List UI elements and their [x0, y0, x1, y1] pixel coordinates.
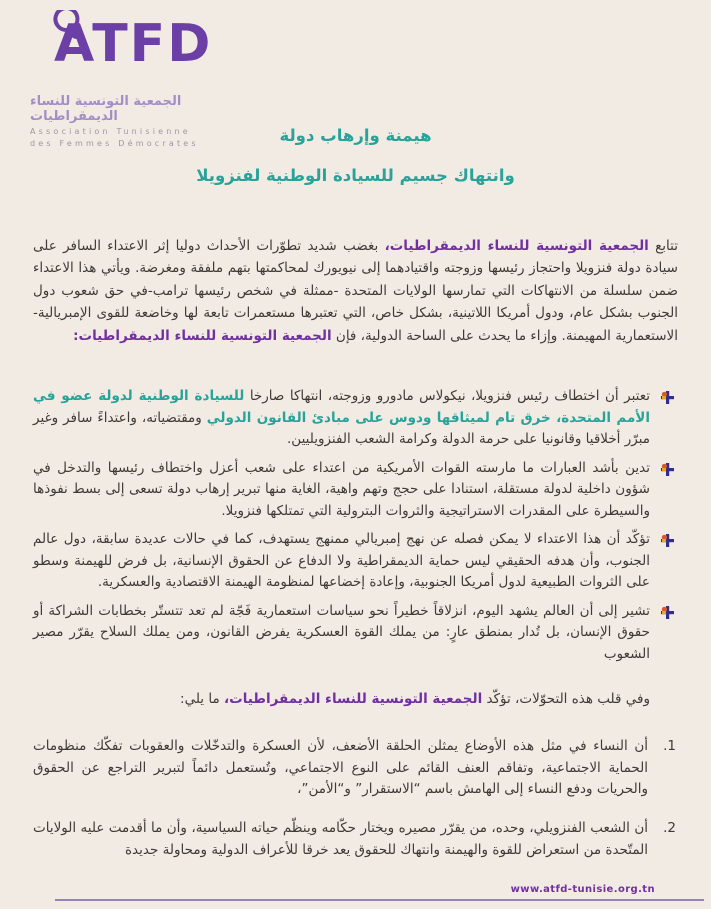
atfd-french-name-line1: Association Tunisienne: [30, 127, 191, 136]
cross-bullet-icon: [661, 533, 674, 546]
statement-bullet: [33, 386, 678, 451]
statement-bullet: [33, 529, 678, 594]
numbered-item-text: أن الشعب الفنزويلي، وحده، من يقرّر مصيره ويختار حكّامه وينظّم حياته السياسية، وأن ما أقدمت عليه الولايات المتّحدة من استعراض للقوة والهيمنة وانتهاك للحقوق يعد خرقا للأعراف الدولية ومحاولة جديدة: [33, 820, 648, 858]
atfd-acronym: ATFD: [54, 14, 213, 74]
atfd-arabic-name: الجمعية التونسية للنساء الديمقراطيات: [30, 94, 182, 124]
statement-bullet: [33, 458, 678, 523]
cross-bullet-icon: [661, 462, 674, 475]
numbered-item-text: أن النساء في مثل هذه الأوضاع يمثلن الحلقة الأضعف، لأن العسكرة والتدخّلات والعقوبات تفكّك منظومات الحماية الاجتماعية، وتفاقم العنف القائم على النوع الاجتماعي، وتُستعمل دائماً لتبرير التراجع عن الحقوق والحريات ودفع النساء إلى الهامش باسم “الاستقرار” و“الأمن”،: [33, 738, 648, 798]
intro-paragraph: تتابع الجمعية التونسية للنساء الديمقراطيات، بغضب شديد تطوّرات الأحداث دوليا إثر الاعتداء السافر على سيادة دولة فنزويلا واحتجاز رئيسها وزوجته واقتيادهما إلى نيويورك لمحاكمتها بتهم ملفقة ومغرضة. ويأتي هذا الاعتداء ضمن سلسلة من الانتهاكات التي تمارسها الولايات المتحدة -ممثلة في شخص رئيسها ترامب-في حق شعوب دول الجنوب بشكل عام، ودول أمريكا اللاتينية، بشكل خاص، التي تعتبرها مستعمرات تابعة لها وخاضعة للقوى الإمبريالية-الاستعمارية المهيمنة. وإزاء ما يحدث على الساحة الدولية، فإن الجمعية التونسية للنساء الديمقراطيات:: [33, 238, 678, 344]
footer-divider: [55, 899, 704, 901]
atfd-logo-mark: [30, 8, 245, 86]
statement-title-line1: هيمنة وإرهاب دولة: [279, 126, 432, 145]
item-number: 2.: [663, 820, 676, 837]
cross-bullet-icon: [661, 390, 674, 403]
bullet-text: تؤكّد أن هذا الاعتداء لا يمكن فصله عن نهج إمبريالي ممنهج يستهدف، كما في حالات عديدة سابقة، دول عالم الجنوب، وأن هدفه الحقيقي ليس حماية الديمقراطية ولا الدفاع عن الحقوق الإنسانية، بل فرض للهيمنة وسطو على الثروات الطبيعية لدول أمريكا الجنوبية، وإعادة إخضاعها لمنظومة الهيمنة الاقتصادية والعسكرية.: [33, 531, 650, 591]
cross-bullet-icon: [661, 605, 674, 618]
statement-title-line2: وانتهاك جسيم للسيادة الوطنية لفنزويلا: [196, 166, 515, 185]
transition-line: وفي قلب هذه التحوّلات، تؤكّد الجمعية التونسية للنساء الديمقراطيات، ما يلي:: [180, 691, 650, 708]
website-link[interactable]: www.atfd-tunisie.org.tn: [510, 884, 655, 895]
item-number: 1.: [663, 738, 676, 755]
bullet-text: تشير إلى أن العالم يشهد اليوم، انزلاقاً خطيراً نحو سياسات استعمارية فَجّة لم تعد تتستّر بخطابات الشراكة أو حقوق الإنسان، بل تُدار بمنطق عارٍ: من يملك القوة العسكرية يفرض القانون، ومن يملك السلاح يقرّر مصير الشعوب: [33, 602, 650, 662]
bullet-text: تدين بأشد العبارات ما مارسته القوات الأمريكية من اعتداء على شعب أعزل واختطاف رئيسها والتدخل في شؤون داخلية لدولة مستقلة، استنادا على حجج وتهم واهية، الغاية منها تبرير إرهاب دولة تسعى إلى بسط نفوذها والسيطرة على المقدرات الاستراتيجية والثروات البترولية التي تمتلكها فنزويلا.: [33, 459, 650, 519]
statement-bullet: [33, 601, 678, 666]
atfd-logo: [30, 8, 245, 148]
bullet-text: تعتبر أن اختطاف رئيس فنزويلا، نيكولاس مادورو وزوجته، انتهاكا صارخا للسيادة الوطنية لدولة عضو في الأمم المتحدة، خرق تام لميثاقها ودوس على مبادئ القانون الدولي ومقتضياته، واعتداءً سافر وغير مبرّر أخلاقيا وقانونيا على حرمة الدولة وكرامة الشعب الفنزويليين.: [33, 388, 650, 448]
numbered-item: [33, 818, 678, 861]
numbered-list: [33, 736, 678, 862]
statement-bullet-list: [33, 386, 678, 665]
numbered-item: [33, 736, 678, 801]
atfd-french-name-line2: des Femmes Démocrates: [30, 139, 199, 148]
